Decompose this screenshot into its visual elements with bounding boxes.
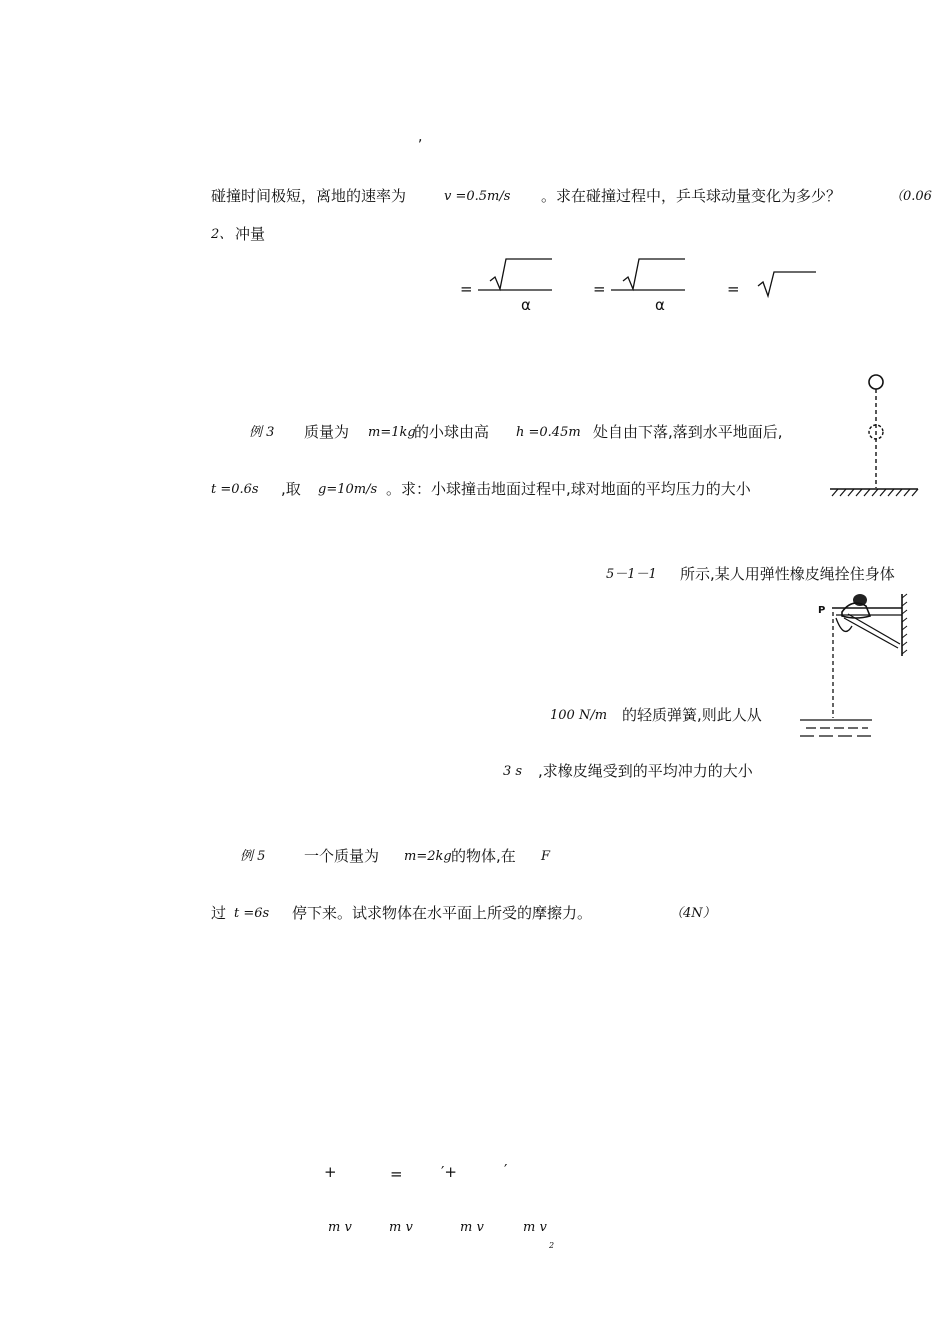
conservation-prime: ′	[504, 1161, 508, 1179]
formula-sqrt-3	[756, 268, 820, 302]
conservation-mv2: m v	[389, 1220, 413, 1235]
example3-text-b: 的小球由高	[414, 423, 490, 441]
example4-text-a: 所示,某人用弹性橡皮绳拴住身体	[680, 565, 895, 583]
example5-text-a: 一个质量为	[304, 847, 380, 865]
line1-velocity: v =0.5m/s	[444, 189, 511, 204]
example4-time: 3 s	[503, 764, 523, 779]
example5-answer: （4N）	[670, 906, 716, 921]
formula-sqrt-fraction-1	[476, 255, 556, 295]
conservation-mv4: m v	[523, 1220, 547, 1235]
conservation-mv3: m v	[460, 1220, 484, 1235]
example3-mass: m=1kg	[368, 425, 416, 440]
section2-title: 冲量	[235, 225, 266, 243]
example4-text-c: ,求橡皮绳受到的平均冲力的大小	[538, 762, 753, 780]
example5-mass: m=2kg	[404, 849, 452, 864]
example4-text-b: 的轻质弹簧,则此人从	[622, 706, 762, 724]
formula-alpha1: α	[521, 296, 531, 314]
formula-eq3: =	[727, 280, 740, 298]
example3-text-e: 。求：小球撞击地面过程中,球对地面的平均压力的大小	[386, 480, 751, 498]
formula-sqrt-fraction-2	[609, 255, 689, 295]
conservation-plus: +	[324, 1163, 337, 1181]
example3-gravity: g=10m/s	[318, 482, 378, 497]
formula-eq2: =	[593, 280, 606, 298]
example4-spring-constant: 100 N/m	[550, 708, 608, 723]
example5-text-b: 的物体,在	[451, 847, 516, 865]
conservation-subscript: 2	[549, 1241, 555, 1250]
example3-height: h =0.45m	[516, 425, 581, 440]
example3-label: 例 3	[249, 425, 275, 440]
falling-ball-figure	[826, 370, 922, 500]
section2-number: 2、	[211, 227, 233, 242]
example5-text-c: 过	[211, 904, 227, 922]
line1-text-b: 。求在碰撞过程中，乒乓球动量变化为多少？	[541, 187, 842, 205]
example5-text-d: 停下来。试求物体在水平面上所受的摩擦力。	[292, 904, 593, 922]
formula-eq1: =	[460, 280, 473, 298]
line1-answer-paren: （0.06	[890, 189, 932, 204]
example5-time: t =6s	[234, 906, 270, 921]
example5-force: F	[541, 849, 551, 864]
example3-time: t =0.6s	[211, 482, 259, 497]
example3-text-d: ,取	[281, 480, 301, 498]
stray-mark: ,	[418, 129, 423, 145]
example5-label: 例 5	[240, 849, 266, 864]
conservation-prime-plus: ′+	[441, 1163, 457, 1181]
bungee-figure	[796, 590, 912, 740]
formula-alpha2: α	[655, 296, 665, 314]
example3-text-c: 处自由下落,落到水平地面后,	[593, 423, 783, 441]
conservation-equals: =	[390, 1165, 403, 1183]
line1-text-a: 碰撞时间极短，离地的速率为	[211, 187, 407, 205]
bungee-point-label: P	[818, 605, 826, 616]
conservation-mv1: m v	[328, 1220, 352, 1235]
example4-figure-ref: 5－1－1	[606, 567, 657, 582]
example3-text-a: 质量为	[304, 423, 350, 441]
